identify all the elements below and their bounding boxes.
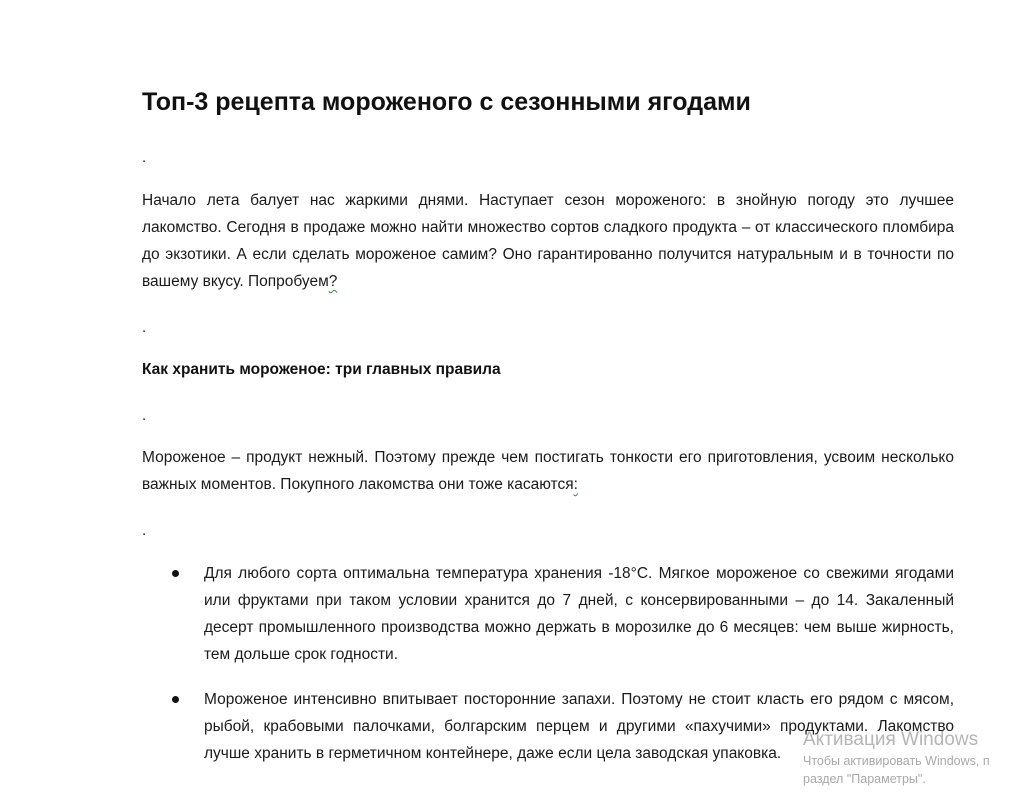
list-item — [0, 560, 1024, 668]
section-intro-text: Мороженое – продукт нежный. Поэтому прежде чем постигать тонкости его приготовления, усвоим несколько важных моментов. Покупного лакомства они тоже касаются — [142, 449, 954, 493]
separator-dot: . — [142, 319, 147, 336]
watermark-line: Чтобы активировать Windows, п — [803, 754, 990, 768]
document-title: Топ-3 рецепта мороженого с сезонными ягодами — [142, 88, 751, 116]
rules-list — [0, 560, 1024, 785]
section-heading: Как хранить мороженое: три главных правила — [142, 361, 501, 378]
intro-paragraph — [142, 187, 954, 295]
list-item — [0, 686, 1024, 767]
watermark-line: раздел "Параметры". — [803, 772, 926, 786]
intro-text: Начало лета балует нас жаркими днями. Наступает сезон мороженого: в знойную погоду это лучшее лакомство. Сегодня в продаже можно найти множество сортов сладкого продукта – от классического пломбира до экзотики. А если сделать мороженое самим? Оно гарантированно получится натуральным и в точности по вашему вкусу. — [142, 192, 954, 290]
grammar-mark[interactable]: : — [573, 476, 578, 493]
separator-dot: . — [142, 522, 147, 539]
separator-dot: . — [142, 149, 147, 166]
watermark-title: Активация Windows — [803, 729, 979, 750]
separator-dot: . — [142, 407, 147, 424]
list-item-text: Для любого сорта оптимальна температура хранения -18°C. Мягкое мороженое со свежими ягодами или фруктами при таком условии хранится до 7 дней, с консервированными – до 14. Закаленный десерт промышленного производства можно держать в морозилке до 6 месяцев: чем выше жирность, тем дольше срок годности. — [204, 565, 954, 663]
list-item-text: Мороженое интенсивно впитывает посторонние запахи. Поэтому не стоит класть его рядом с мясом, рыбой, крабовыми палочками, болгарским перцем и другими «пахучими» продуктами. Лакомство лучше хранить в герметичном контейнере, даже если цела заводская упаковка. — [204, 691, 954, 762]
intro-end-text: Попробуем — [247, 273, 329, 290]
bullet-icon — [172, 696, 179, 703]
grammar-mark[interactable]: ? — [328, 273, 338, 290]
bullet-icon — [172, 570, 179, 577]
section-intro-paragraph — [142, 444, 954, 498]
